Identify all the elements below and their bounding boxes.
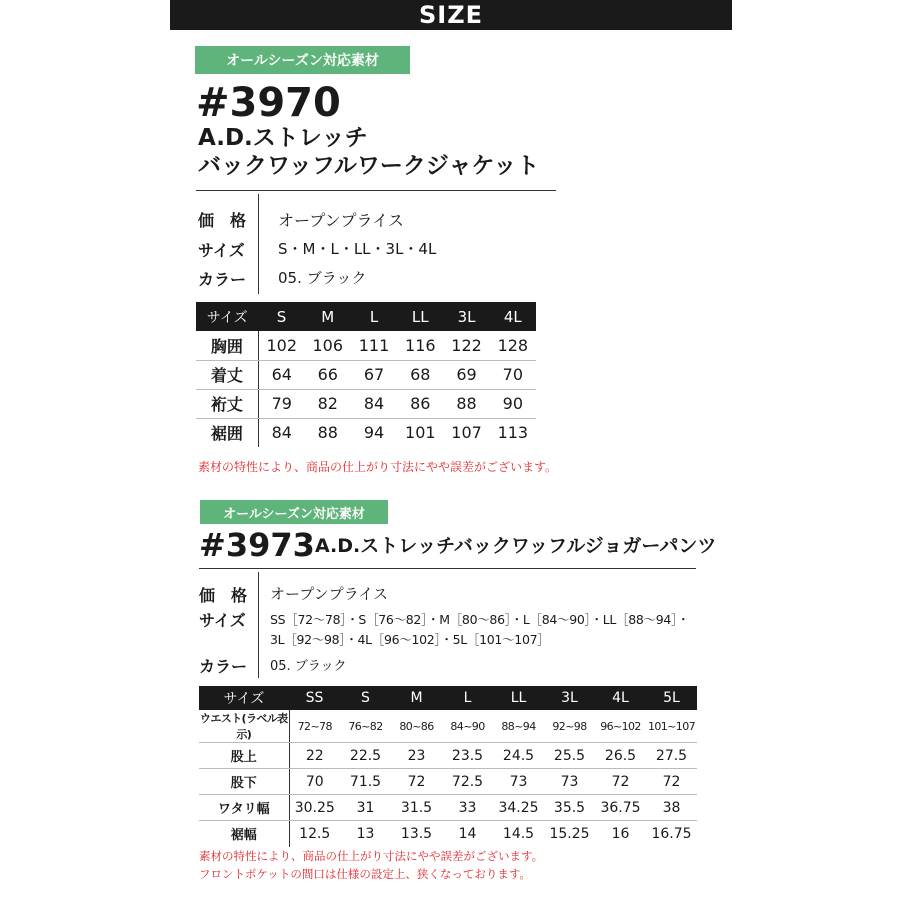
jacket-price-label: 価 格 xyxy=(198,211,247,230)
table-cell: 73 xyxy=(544,769,595,795)
pants-col-header: 3L xyxy=(544,686,595,710)
pants-col-header: 5L xyxy=(646,686,697,710)
jacket-size-label: サイズ xyxy=(198,241,245,260)
pants-note-line2: フロントポケットの間口は仕様の設定上、狭くなっております。 xyxy=(199,867,532,881)
jacket-row-label: 胸囲 xyxy=(196,331,258,360)
table-cell: 26.5 xyxy=(595,743,646,769)
jacket-season-tag-text: オールシーズン対応素材 xyxy=(226,53,379,69)
table-cell: 122 xyxy=(443,331,489,360)
table-cell: 22 xyxy=(289,743,340,769)
table-cell: 116 xyxy=(397,331,443,360)
pants-product-code: #3973 xyxy=(199,526,315,564)
pants-row-label: 股上 xyxy=(199,743,289,769)
pants-col-header: LL xyxy=(493,686,544,710)
pants-table-header-row xyxy=(199,686,697,710)
table-row xyxy=(199,795,697,821)
table-cell: 84 xyxy=(271,423,292,443)
jacket-col-header: M xyxy=(305,302,351,331)
table-row xyxy=(199,769,697,795)
jacket-title-divider xyxy=(196,190,556,191)
table-cell: 92~98 xyxy=(544,710,595,743)
jacket-row-label: 裾囲 xyxy=(196,418,258,447)
jacket-spec-divider xyxy=(258,194,259,294)
table-cell: 68 xyxy=(397,360,443,389)
table-cell: 107 xyxy=(451,423,482,443)
pants-row-label: 股下 xyxy=(199,769,289,795)
table-cell: 80~86 xyxy=(391,710,442,743)
pants-price-value: オープンプライス xyxy=(270,585,389,603)
table-cell: 31 xyxy=(340,795,391,821)
table-cell: 23 xyxy=(391,743,442,769)
table-cell: 22.5 xyxy=(340,743,391,769)
table-cell: 34.25 xyxy=(493,795,544,821)
jacket-price-value: オープンプライス xyxy=(278,211,404,230)
table-cell: 31.5 xyxy=(391,795,442,821)
table-cell: 102 xyxy=(258,331,304,360)
jacket-col-header: 3L xyxy=(443,302,489,331)
pants-season-tag-text: オールシーズン対応素材 xyxy=(223,506,365,522)
table-row xyxy=(196,389,536,418)
table-row xyxy=(199,743,697,769)
table-cell: 27.5 xyxy=(646,743,697,769)
pants-col-header: S xyxy=(340,686,391,710)
table-cell: 16 xyxy=(611,825,630,842)
table-cell: 101~107 xyxy=(646,710,697,743)
table-cell: 94 xyxy=(363,423,385,443)
table-cell: 24.5 xyxy=(493,743,544,769)
table-cell: 64 xyxy=(258,360,304,389)
pants-product-name: A.D.ストレッチバックワッフルジョガーパンツ xyxy=(315,535,717,557)
table-cell: 70 xyxy=(289,769,340,795)
pants-size-list-line1: SS［72～78］・S［76～82］・M［80～86］・L［84～90］・LL［88～94］・ xyxy=(270,612,690,627)
pants-size-table xyxy=(199,686,697,847)
pants-table-header-label: サイズ xyxy=(199,686,289,710)
pants-title-divider xyxy=(199,568,696,569)
pants-row-label: ウエスト(ラベル表示) xyxy=(199,712,288,741)
table-cell: 88~94 xyxy=(493,710,544,743)
table-cell: 72 xyxy=(391,769,442,795)
size-header-title: SIZE xyxy=(418,1,483,29)
pants-size-list-line2: 3L［92～98］・4L［96～102］・5L［101～107］ xyxy=(270,632,550,647)
jacket-note: 素材の特性により、商品の仕上がり寸法にやや誤差がございます。 xyxy=(198,460,558,474)
table-cell: 15.25 xyxy=(549,825,590,842)
table-cell: 12.5 xyxy=(299,825,331,842)
table-cell: 35.5 xyxy=(544,795,595,821)
table-cell: 128 xyxy=(490,331,536,360)
jacket-row-label: 裄丈 xyxy=(196,389,258,418)
jacket-color-value: 05. ブラック xyxy=(278,269,367,287)
jacket-table-header-label: サイズ xyxy=(196,302,258,331)
table-cell: 71.5 xyxy=(340,769,391,795)
table-cell: 111 xyxy=(351,331,397,360)
table-cell: 13.5 xyxy=(400,825,433,842)
jacket-col-header: L xyxy=(351,302,397,331)
table-cell: 36.75 xyxy=(595,795,646,821)
table-cell: 14 xyxy=(458,825,477,842)
pants-spec-divider xyxy=(258,572,259,678)
table-cell: 72 xyxy=(646,769,697,795)
table-row xyxy=(196,360,536,389)
jacket-col-header: S xyxy=(258,302,304,331)
table-cell: 113 xyxy=(497,423,529,443)
jacket-name-line1: A.D.ストレッチ xyxy=(198,125,368,151)
table-cell: 72 xyxy=(595,769,646,795)
jacket-col-header: LL xyxy=(397,302,443,331)
jacket-product-code: #3970 xyxy=(196,80,341,126)
pants-color-value: 05. ブラック xyxy=(270,659,347,674)
pants-col-header: M xyxy=(391,686,442,710)
table-cell: 96~102 xyxy=(595,710,646,743)
table-cell: 69 xyxy=(443,360,489,389)
jacket-col-header: 4L xyxy=(490,302,536,331)
table-cell: 70 xyxy=(490,360,536,389)
table-cell: 14.5 xyxy=(502,825,535,842)
table-row xyxy=(199,821,697,847)
table-row xyxy=(196,331,536,360)
table-cell: 79 xyxy=(258,389,304,418)
pants-col-header: SS xyxy=(289,686,340,710)
pants-price-label: 価 格 xyxy=(199,586,248,605)
table-cell: 88 xyxy=(317,423,338,443)
pants-col-header: L xyxy=(442,686,493,710)
size-header-banner xyxy=(170,0,732,30)
table-cell: 72~78 xyxy=(289,710,340,743)
table-row xyxy=(199,710,697,743)
pants-size-label: サイズ xyxy=(199,611,246,630)
pants-season-tag xyxy=(200,500,388,524)
table-cell: 25.5 xyxy=(544,743,595,769)
table-cell: 88 xyxy=(443,389,489,418)
jacket-size-table xyxy=(196,302,536,447)
jacket-row-label: 着丈 xyxy=(196,360,258,389)
table-cell: 72.5 xyxy=(442,769,493,795)
pants-note-line1: 素材の特性により、商品の仕上がり寸法にやや誤差がございます。 xyxy=(199,849,544,863)
pants-row-label: ワタリ幅 xyxy=(199,795,289,821)
table-cell: 38 xyxy=(646,795,697,821)
table-cell: 82 xyxy=(305,389,351,418)
table-cell: 23.5 xyxy=(442,743,493,769)
table-cell: 84~90 xyxy=(442,710,493,743)
table-row xyxy=(196,418,536,447)
table-cell: 86 xyxy=(397,389,443,418)
table-cell: 30.25 xyxy=(289,795,340,821)
jacket-table-header-row xyxy=(196,302,536,331)
pants-row-label: 裾幅 xyxy=(199,821,289,847)
table-cell: 13 xyxy=(356,825,375,842)
pants-col-header: 4L xyxy=(595,686,646,710)
table-cell: 66 xyxy=(305,360,351,389)
table-cell: 33 xyxy=(442,795,493,821)
table-cell: 73 xyxy=(493,769,544,795)
pants-color-label: カラー xyxy=(199,657,248,676)
table-cell: 16.75 xyxy=(651,825,692,842)
jacket-size-list: S・M・L・LL・3L・4L xyxy=(278,240,437,258)
jacket-season-tag xyxy=(195,46,410,74)
table-cell: 90 xyxy=(490,389,536,418)
table-cell: 106 xyxy=(305,331,351,360)
table-cell: 84 xyxy=(351,389,397,418)
jacket-name-line2: バックワッフルワークジャケット xyxy=(198,153,540,179)
table-cell: 76~82 xyxy=(340,710,391,743)
table-cell: 101 xyxy=(405,423,436,443)
jacket-color-label: カラー xyxy=(198,270,247,289)
table-cell: 67 xyxy=(351,360,397,389)
